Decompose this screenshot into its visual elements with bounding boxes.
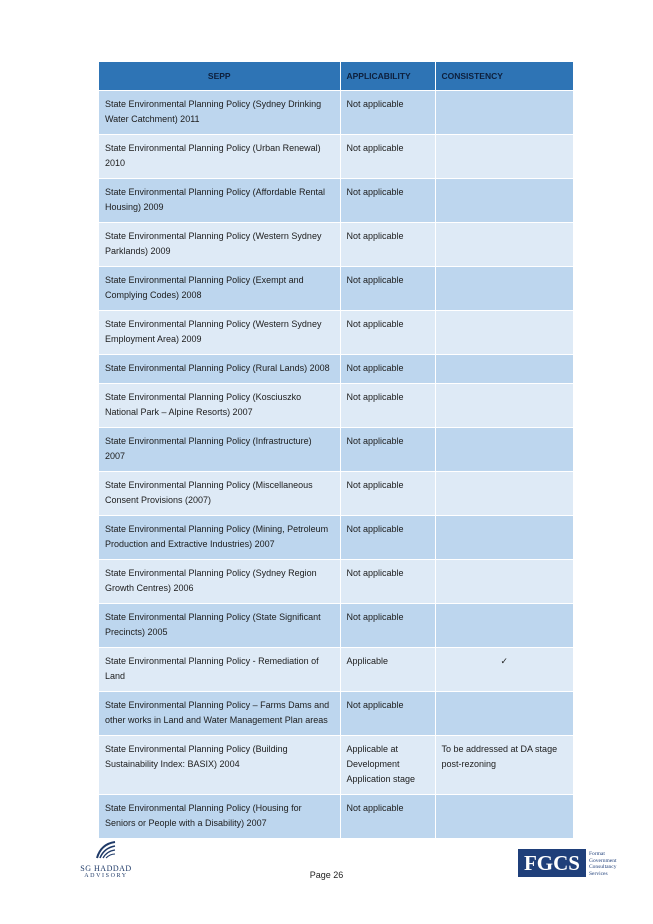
applicability-cell: Not applicable bbox=[340, 560, 435, 604]
table-header-row bbox=[99, 62, 573, 91]
sepp-cell: State Environmental Planning Policy (Sydney Region Growth Centres) 2006 bbox=[99, 560, 340, 604]
table-row bbox=[99, 223, 573, 267]
sg-haddad-emblem-icon bbox=[95, 840, 117, 860]
table-row bbox=[99, 135, 573, 179]
applicability-cell: Applicable at Development Application stage bbox=[340, 736, 435, 795]
applicability-cell: Not applicable bbox=[340, 91, 435, 135]
table-row bbox=[99, 795, 573, 839]
applicability-cell: Not applicable bbox=[340, 516, 435, 560]
consistency-cell bbox=[435, 795, 573, 839]
applicability-cell: Not applicable bbox=[340, 267, 435, 311]
sepp-cell: State Environmental Planning Policy (Sydney Drinking Water Catchment) 2011 bbox=[99, 91, 340, 135]
consistency-cell bbox=[435, 267, 573, 311]
applicability-cell: Applicable bbox=[340, 648, 435, 692]
applicability-cell: Not applicable bbox=[340, 384, 435, 428]
applicability-cell: Not applicable bbox=[340, 135, 435, 179]
consistency-cell bbox=[435, 311, 573, 355]
consistency-cell bbox=[435, 692, 573, 736]
consistency-cell bbox=[435, 179, 573, 223]
consistency-cell bbox=[435, 560, 573, 604]
consistency-cell bbox=[435, 384, 573, 428]
header-applicability: APPLICABILITY bbox=[340, 62, 435, 91]
table-row bbox=[99, 736, 573, 795]
table-row bbox=[99, 311, 573, 355]
fgcs-logo: FGCS bbox=[518, 849, 586, 877]
sepp-cell: State Environmental Planning Policy - Remediation of Land bbox=[99, 648, 340, 692]
header-consistency: CONSISTENCY bbox=[435, 62, 573, 91]
consistency-cell: To be addressed at DA stage post-rezoning bbox=[435, 736, 573, 795]
sepp-cell: State Environmental Planning Policy (Rural Lands) 2008 bbox=[99, 355, 340, 384]
table-row bbox=[99, 179, 573, 223]
sepp-cell: State Environmental Planning Policy (Building Sustainability Index: BASIX) 2004 bbox=[99, 736, 340, 795]
fgcs-logo-text bbox=[589, 851, 617, 877]
table-row bbox=[99, 516, 573, 560]
consistency-cell bbox=[435, 135, 573, 179]
sepp-cell: State Environmental Planning Policy (Affordable Rental Housing) 2009 bbox=[99, 179, 340, 223]
sepp-table bbox=[99, 62, 573, 838]
table-row bbox=[99, 267, 573, 311]
header-sepp: SEPP bbox=[99, 62, 340, 91]
consistency-cell bbox=[435, 604, 573, 648]
fgcs-line: Format bbox=[589, 851, 605, 857]
sepp-cell: State Environmental Planning Policy (Housing for Seniors or People with a Disability) 2007 bbox=[99, 795, 340, 839]
table-row bbox=[99, 428, 573, 472]
applicability-cell: Not applicable bbox=[340, 179, 435, 223]
table-row bbox=[99, 384, 573, 428]
sepp-cell: State Environmental Planning Policy (Western Sydney Parklands) 2009 bbox=[99, 223, 340, 267]
sepp-cell: State Environmental Planning Policy (Mining, Petroleum Production and Extractive Industries) 2007 bbox=[99, 516, 340, 560]
sepp-cell: State Environmental Planning Policy (Miscellaneous Consent Provisions (2007) bbox=[99, 472, 340, 516]
consistency-cell bbox=[435, 223, 573, 267]
table-row bbox=[99, 692, 573, 736]
fgcs-line: Government bbox=[589, 857, 617, 864]
table-row bbox=[99, 355, 573, 384]
applicability-cell: Not applicable bbox=[340, 223, 435, 267]
consistency-cell bbox=[435, 91, 573, 135]
consistency-cell bbox=[435, 516, 573, 560]
consistency-cell: ✓ bbox=[435, 648, 573, 692]
table-row bbox=[99, 472, 573, 516]
table-row bbox=[99, 648, 573, 692]
applicability-cell: Not applicable bbox=[340, 604, 435, 648]
sg-haddad-name: SG HADDAD bbox=[80, 864, 132, 873]
fgcs-line: Services bbox=[589, 870, 608, 877]
consistency-cell bbox=[435, 355, 573, 384]
sepp-cell: State Environmental Planning Policy (Kosciuszko National Park – Alpine Resorts) 2007 bbox=[99, 384, 340, 428]
table-row bbox=[99, 604, 573, 648]
sepp-cell: State Environmental Planning Policy (Urban Renewal) 2010 bbox=[99, 135, 340, 179]
sepp-cell: State Environmental Planning Policy (Western Sydney Employment Area) 2009 bbox=[99, 311, 340, 355]
consistency-cell bbox=[435, 428, 573, 472]
consistency-cell bbox=[435, 472, 573, 516]
sepp-cell: State Environmental Planning Policy (State Significant Precincts) 2005 bbox=[99, 604, 340, 648]
applicability-cell: Not applicable bbox=[340, 428, 435, 472]
applicability-cell: Not applicable bbox=[340, 472, 435, 516]
table-row bbox=[99, 91, 573, 135]
sepp-cell: State Environmental Planning Policy (Infrastructure) 2007 bbox=[99, 428, 340, 472]
applicability-cell: Not applicable bbox=[340, 355, 435, 384]
applicability-cell: Not applicable bbox=[340, 692, 435, 736]
applicability-cell: Not applicable bbox=[340, 795, 435, 839]
sg-haddad-sub: ADVISORY bbox=[84, 873, 128, 879]
table-row bbox=[99, 560, 573, 604]
fgcs-line: Consultancy bbox=[589, 864, 617, 870]
sepp-cell: State Environmental Planning Policy (Exempt and Complying Codes) 2008 bbox=[99, 267, 340, 311]
page-number: Page 26 bbox=[309, 870, 344, 880]
applicability-cell: Not applicable bbox=[340, 311, 435, 355]
sepp-cell: State Environmental Planning Policy – Farms Dams and other works in Land and Water Management Plan areas bbox=[99, 692, 340, 736]
